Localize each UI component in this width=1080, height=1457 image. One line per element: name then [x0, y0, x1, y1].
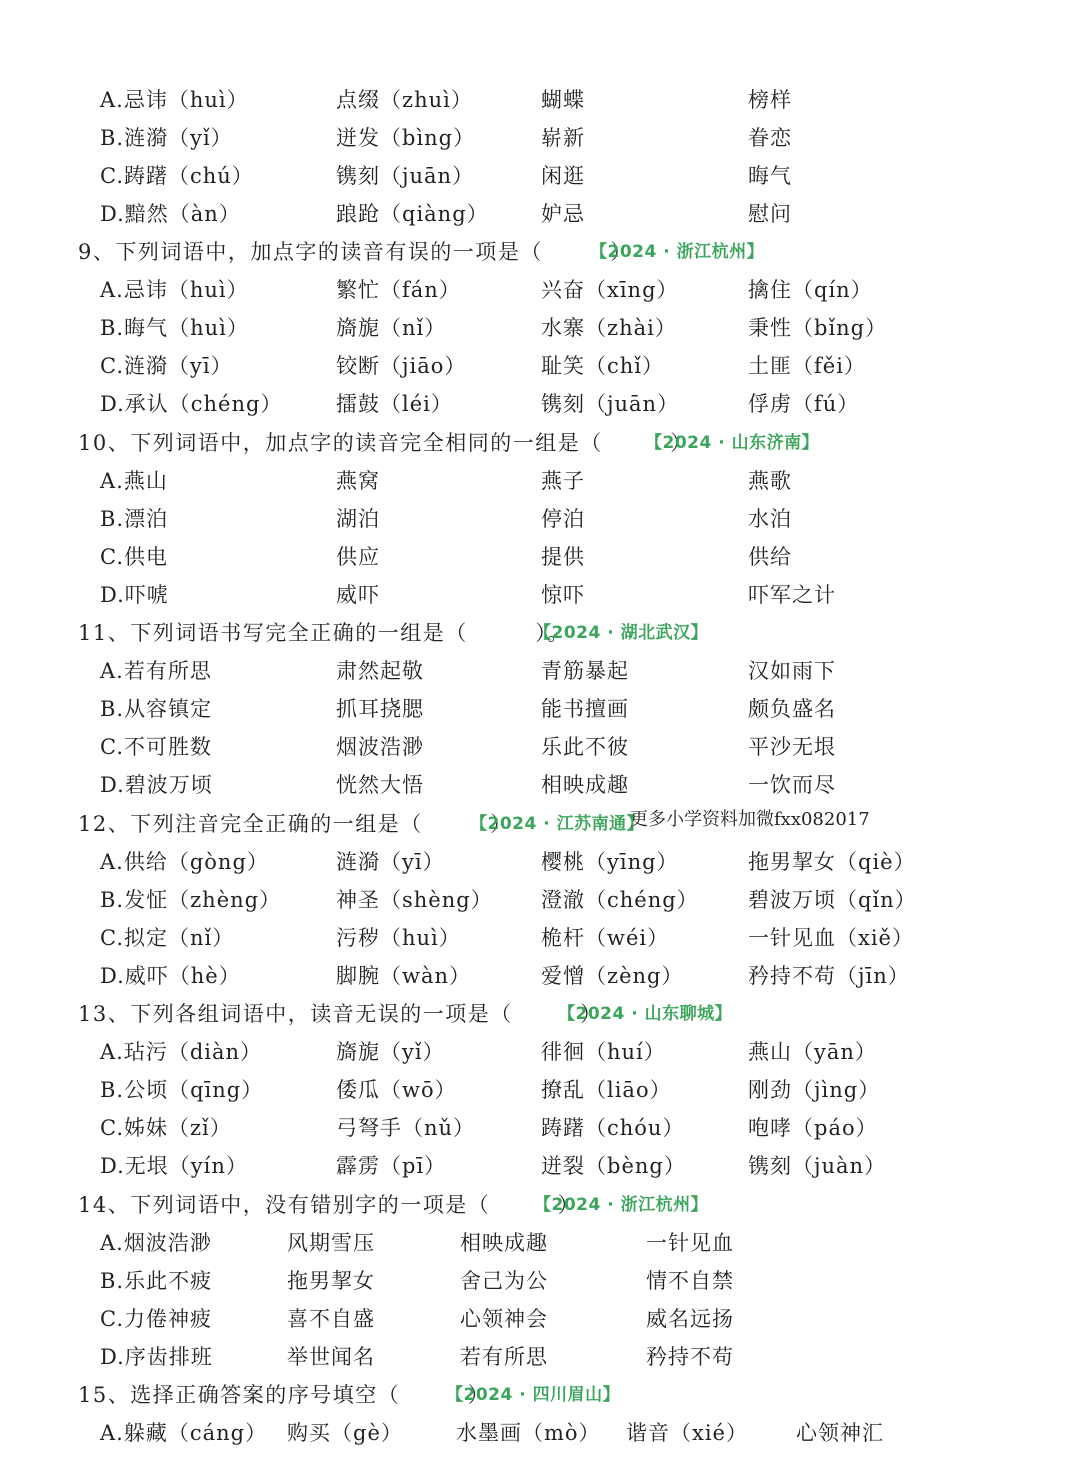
answer-choice: 矜持不苟（jīn）: [748, 964, 910, 988]
answer-choice: 情不自禁: [646, 1269, 734, 1293]
question-text: 12、下列注音完全正确的一组是（ ）: [78, 812, 513, 836]
answer-choice: A.玷污（diàn）: [100, 1040, 263, 1064]
answer-choice: 澄澈（chéng）: [541, 888, 699, 912]
option-row: [0, 1110, 1080, 1146]
answer-choice: 燕歌: [748, 469, 792, 493]
q8-option-row: [0, 120, 1080, 156]
answer-choice: 咆哮（páo）: [748, 1116, 878, 1140]
option-row: [0, 691, 1080, 727]
answer-choice: D.吓唬: [100, 583, 169, 607]
question-text: 10、下列词语中，加点字的读音完全相同的一组是（ ）: [78, 431, 693, 455]
answer-choice: C.踌躇（chú）: [100, 164, 254, 188]
answer-choice: 慰问: [748, 202, 792, 226]
answer-choice: D.威吓（hè）: [100, 964, 241, 988]
answer-choice: D.承认（chéng）: [100, 392, 283, 416]
question-row: [0, 615, 1080, 651]
answer-choice: 相映成趣: [460, 1231, 548, 1255]
answer-choice: D.碧波万顷: [100, 773, 213, 797]
answer-choice: 桅杆（wéi）: [541, 926, 670, 950]
answer-choice: 烟波浩渺: [336, 735, 424, 759]
answer-choice: 相映成趣: [541, 773, 629, 797]
answer-choice: 蝴蝶: [541, 88, 585, 112]
option-row: [0, 272, 1080, 308]
answer-choice: 一饮而尽: [748, 773, 836, 797]
answer-choice: 一针见血: [646, 1231, 734, 1255]
answer-choice: B.晦气（huì）: [100, 316, 249, 340]
answer-choice: C.供电: [100, 545, 168, 569]
question-text: 15、选择正确答案的序号填空（ ）: [78, 1383, 491, 1407]
answer-choice: B.漂泊: [100, 507, 169, 531]
answer-choice: 威名远扬: [646, 1307, 734, 1331]
answer-choice: 供给: [748, 545, 792, 569]
answer-choice: 水墨画（mò）: [456, 1421, 601, 1445]
option-row: [0, 1263, 1080, 1299]
answer-choice: 威吓: [336, 583, 380, 607]
option-row: [0, 767, 1080, 803]
answer-choice: 汉如雨下: [748, 659, 836, 683]
question-row: [0, 1187, 1080, 1223]
answer-choice: A.供给（gòng）: [100, 850, 269, 874]
answer-choice: 舍己为公: [460, 1269, 548, 1293]
answer-choice: 能书擅画: [541, 697, 629, 721]
answer-choice: 风期雪压: [287, 1231, 375, 1255]
answer-choice: 铰断（jiāo）: [336, 354, 467, 378]
answer-choice: 惊吓: [541, 583, 585, 607]
answer-choice: B.公顷（qīng）: [100, 1078, 264, 1102]
watermark-note: 更多小学资料加微fxx082017: [630, 809, 870, 830]
answer-choice: 镌刻（juàn）: [748, 1154, 887, 1178]
answer-choice: 燕山（yān）: [748, 1040, 877, 1064]
answer-choice: 矜持不苟: [646, 1345, 734, 1369]
answer-choice: C.不可胜数: [100, 735, 212, 759]
answer-choice: 提供: [541, 545, 585, 569]
answer-choice: 恍然大悟: [336, 773, 424, 797]
answer-choice: 拖男挈女: [287, 1269, 375, 1293]
answer-choice: C.力倦神疲: [100, 1307, 212, 1331]
answer-choice: 秉性（bǐng）: [748, 316, 888, 340]
answer-choice: 燕子: [541, 469, 585, 493]
answer-choice: A.躲藏（cáng）: [100, 1421, 268, 1445]
q8-option-row: [0, 82, 1080, 118]
answer-choice: 樱桃（yīng）: [541, 850, 679, 874]
answer-choice: 污秽（huì）: [336, 926, 461, 950]
option-row: [0, 882, 1080, 918]
answer-choice: 燕窝: [336, 469, 380, 493]
answer-choice: 迸裂（bèng）: [541, 1154, 686, 1178]
question-text: 13、下列各组词语中，读音无误的一项是（ ）: [78, 1002, 603, 1026]
answer-choice: 乐此不彼: [541, 735, 629, 759]
answer-choice: 水泊: [748, 507, 792, 531]
answer-choice: 镌刻（juān）: [541, 392, 680, 416]
answer-choice: 繁忙（fán）: [336, 278, 461, 302]
answer-choice: 妒忌: [541, 202, 585, 226]
source-tag: 【2024 · 浙江杭州】: [590, 242, 765, 262]
option-row: [0, 920, 1080, 956]
answer-choice: 倭瓜（wō）: [336, 1078, 457, 1102]
option-row: [0, 1225, 1080, 1261]
answer-choice: 抓耳挠腮: [336, 697, 424, 721]
answer-choice: 刚劲（jìng）: [748, 1078, 881, 1102]
option-row: [0, 539, 1080, 575]
answer-choice: 供应: [336, 545, 380, 569]
answer-choice: 兴奋（xīng）: [541, 278, 679, 302]
answer-choice: B.乐此不疲: [100, 1269, 213, 1293]
option-row: [0, 729, 1080, 765]
answer-choice: 吓军之计: [748, 583, 836, 607]
option-row: [0, 844, 1080, 880]
question-text: 14、下列词语中，没有错别字的一项是（ ）: [78, 1193, 581, 1217]
answer-choice: 购买（gè）: [287, 1421, 403, 1445]
q8-option-row: [0, 196, 1080, 232]
option-row: [0, 958, 1080, 994]
answer-choice: A.燕山: [100, 469, 168, 493]
option-row: [0, 386, 1080, 422]
answer-choice: 眷恋: [748, 126, 792, 150]
answer-choice: 涟漪（yī）: [336, 850, 445, 874]
answer-choice: 停泊: [541, 507, 585, 531]
answer-choice: 青筋暴起: [541, 659, 629, 683]
source-tag: 【2024 · 山东聊城】: [558, 1004, 733, 1024]
answer-choice: 霹雳（pī）: [336, 1154, 447, 1178]
answer-choice: 晦气: [748, 164, 792, 188]
option-row: [0, 1034, 1080, 1070]
answer-choice: 平沙无垠: [748, 735, 836, 759]
option-row: [0, 1415, 1080, 1451]
answer-choice: 肃然起敬: [336, 659, 424, 683]
source-tag: 【2024 · 四川眉山】: [446, 1385, 621, 1405]
answer-choice: 喜不自盛: [287, 1307, 375, 1331]
option-row: [0, 463, 1080, 499]
answer-choice: A.忌讳（huì）: [100, 278, 249, 302]
answer-choice: 撩乱（liāo）: [541, 1078, 672, 1102]
source-tag: 【2024 · 江苏南通】: [470, 814, 645, 834]
answer-choice: 点缀（zhuì）: [336, 88, 473, 112]
question-row: [0, 996, 1080, 1032]
option-row: [0, 577, 1080, 613]
source-tag: 【2024 · 浙江杭州】: [534, 1195, 709, 1215]
answer-choice: 俘虏（fú）: [748, 392, 860, 416]
answer-choice: D.黯然（àn）: [100, 202, 241, 226]
answer-choice: 谐音（xié）: [626, 1421, 748, 1445]
answer-choice: 闲逛: [541, 164, 585, 188]
answer-choice: 踌躇（chóu）: [541, 1116, 685, 1140]
answer-choice: B.从容镇定: [100, 697, 213, 721]
answer-choice: A.忌讳（huì）: [100, 88, 249, 112]
answer-choice: 踉跄（qiàng）: [336, 202, 489, 226]
question-row: [0, 1377, 1080, 1413]
answer-choice: A.若有所思: [100, 659, 212, 683]
answer-choice: 水寨（zhài）: [541, 316, 677, 340]
question-row: [0, 425, 1080, 461]
question-text: 9、下列词语中，加点字的读音有误的一项是（ ）: [78, 240, 633, 264]
answer-choice: 神圣（shèng）: [336, 888, 493, 912]
source-tag: 【2024 · 湖北武汉】: [534, 623, 709, 643]
answer-choice: 土匪（fěi）: [748, 354, 866, 378]
option-row: [0, 1339, 1080, 1375]
answer-choice: 擒住（qín）: [748, 278, 873, 302]
source-tag: 【2024 · 山东济南】: [645, 433, 820, 453]
option-row: [0, 310, 1080, 346]
option-row: [0, 1148, 1080, 1184]
option-row: [0, 501, 1080, 537]
answer-choice: 心领神会: [460, 1307, 548, 1331]
answer-choice: 徘徊（huí）: [541, 1040, 666, 1064]
answer-choice: B.发怔（zhèng）: [100, 888, 282, 912]
question-row: [0, 806, 1080, 842]
answer-choice: B.涟漪（yǐ）: [100, 126, 233, 150]
q8-option-row: [0, 158, 1080, 194]
answer-choice: 碧波万顷（qǐn）: [748, 888, 917, 912]
answer-choice: 迸发（bìng）: [336, 126, 476, 150]
answer-choice: 脚腕（wàn）: [336, 964, 472, 988]
answer-choice: 擂鼓（léi）: [336, 392, 453, 416]
option-row: [0, 1301, 1080, 1337]
answer-choice: A.烟波浩渺: [100, 1231, 212, 1255]
answer-choice: C.姊妹（zǐ）: [100, 1116, 232, 1140]
answer-choice: D.序齿排班: [100, 1345, 213, 1369]
answer-choice: 崭新: [541, 126, 585, 150]
answer-choice: 拖男挈女（qiè）: [748, 850, 916, 874]
answer-choice: D.无垠（yín）: [100, 1154, 248, 1178]
answer-choice: 旖旎（yǐ）: [336, 1040, 445, 1064]
answer-choice: 榜样: [748, 88, 792, 112]
answer-choice: 爱憎（zèng）: [541, 964, 684, 988]
answer-choice: 镌刻（juān）: [336, 164, 475, 188]
answer-choice: 一针见血（xiě）: [748, 926, 914, 950]
answer-choice: C.拟定（nǐ）: [100, 926, 235, 950]
answer-choice: 湖泊: [336, 507, 380, 531]
answer-choice: 心领神汇: [796, 1421, 884, 1445]
answer-choice: 颇负盛名: [748, 697, 836, 721]
answer-choice: C.涟漪（yī）: [100, 354, 233, 378]
option-row: [0, 348, 1080, 384]
answer-choice: 耻笑（chǐ）: [541, 354, 665, 378]
question-row: [0, 234, 1080, 270]
option-row: [0, 653, 1080, 689]
answer-choice: 举世闻名: [287, 1345, 375, 1369]
option-row: [0, 1072, 1080, 1108]
answer-choice: 弓弩手（nǔ）: [336, 1116, 476, 1140]
answer-choice: 若有所思: [460, 1345, 548, 1369]
answer-choice: 旖旎（nǐ）: [336, 316, 447, 340]
question-text: 11、下列词语书写完全正确的一组是（ ）。: [78, 621, 570, 645]
